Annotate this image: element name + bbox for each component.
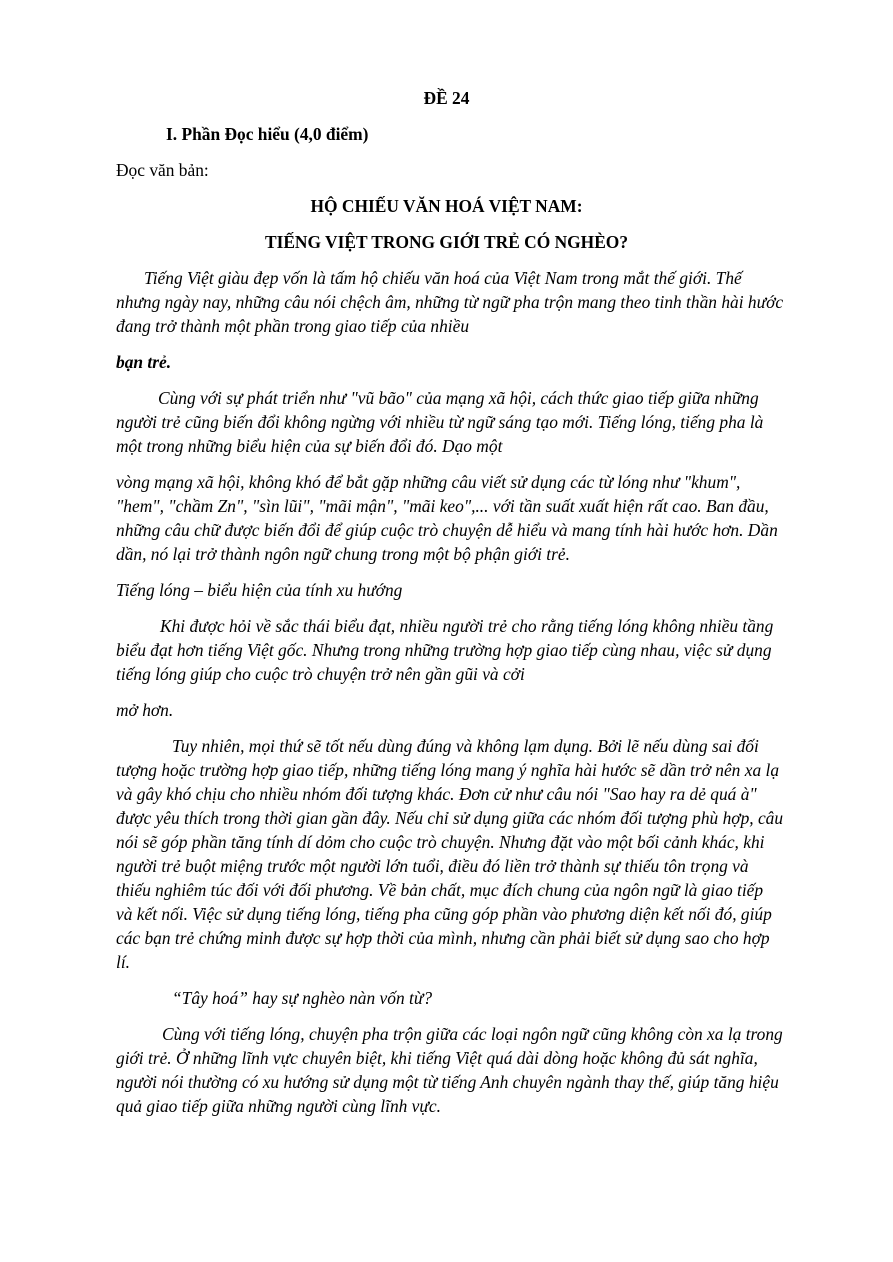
paragraph-line: các bạn trẻ chứng minh được sự hợp thời của mình, nhưng cần phải biết sử dụng sao cho hợp [116, 928, 770, 948]
subheading-westernization: “Tây hoá” hay sự nghèo nàn vốn từ? [172, 988, 433, 1008]
paragraph-line: và gây khó chịu cho nhiều nhóm đối tượng khác. Đơn cử như câu nói "Sao hay ra dẻ quá à" [116, 784, 757, 804]
article-title-line-2: TIẾNG VIỆT TRONG GIỚI TRẺ CÓ NGHÈO? [264, 232, 629, 252]
paragraph-line: biểu đạt hơn tiếng Việt gốc. Nhưng trong những trường hợp giao tiếp cùng nhau, việc sử dụng [116, 640, 772, 660]
paragraph-line: "hem", "chầm Zn", "sìn lũi", "mãi mận", "mãi keo",... với tần suất xuất hiện rất cao. Ban đầu, [116, 496, 769, 516]
paragraph-line: tượng hoặc trường hợp giao tiếp, những tiếng lóng mang ý nghĩa hài hước sẽ dần trở nên xa lạ [116, 760, 780, 780]
paragraph-line: Tuy nhiên, mọi thứ sẽ tốt nếu dùng đúng và không lạm dụng. Bởi lẽ nếu dùng sai đối [172, 736, 759, 756]
paragraph-line: người nói thường có xu hướng sử dụng một từ tiếng Anh chuyên ngành thay thế, giúp tăng hiệu [116, 1072, 779, 1092]
paragraph-line: những câu chữ được biến đổi để giúp cuộc trò chuyện dễ hiểu và mang tính hài hước hơn. Dần [116, 520, 778, 540]
paragraph-line: đang trở thành một phần trong giao tiếp của nhiều [116, 316, 470, 336]
paragraph-line: Tiếng Việt giàu đẹp vốn là tấm hộ chiếu văn hoá của Việt Nam trong mắt thế giới. Thế [144, 268, 742, 288]
paragraph-line: người trẻ cũng biến đổi không ngừng với nhiều từ ngữ sáng tạo mới. Tiếng lóng, tiếng pha là [116, 412, 764, 432]
paragraph-line: nhưng ngày nay, những câu nói chệch âm, những từ ngữ pha trộn mang theo tinh thần hài hước [116, 292, 784, 312]
section-heading: I. Phần Đọc hiểu (4,0 điểm) [166, 124, 369, 144]
paragraph-line: người trẻ buột miệng trước một người lớn tuổi, điều đó liền trở thành sự thiếu tôn trọng và [116, 856, 749, 876]
paragraph-line: mở hơn. [116, 700, 174, 720]
article-title-line-1: HỘ CHIẾU VĂN HOÁ VIỆT NAM: [310, 196, 583, 216]
paragraph-line: và kết nối. Việc sử dụng tiếng lóng, tiếng pha cũng góp phần vào phương diện kết nối đó, giúp [116, 904, 772, 924]
exam-title: ĐỀ 24 [423, 88, 470, 108]
paragraph-line: một trong những biểu hiện của sự biến đổi đó. Dạo một [116, 436, 503, 456]
paragraph-line: giới trẻ. Ở những lĩnh vực chuyên biệt, khi tiếng Việt quá dài dòng hoặc không đủ sát nghĩa, [116, 1048, 758, 1068]
paragraph-line: Khi được hỏi về sắc thái biểu đạt, nhiều người trẻ cho rằng tiếng lóng không nhiều tầng [160, 616, 774, 636]
paragraph-line: vòng mạng xã hội, không khó để bắt gặp những câu viết sử dụng các từ lóng như "khum", [116, 472, 741, 492]
paragraph-line: nói sẽ góp phần tăng tính dí dỏm cho cuộc trò chuyện. Nhưng đặt vào một bối cảnh khác, khi [116, 832, 765, 852]
paragraph-line: thiếu nghiêm túc đối với đối phương. Về bản chất, mục đích chung của ngôn ngữ là giao tiếp [116, 880, 764, 900]
subheading-slang-trend: Tiếng lóng – biểu hiện của tính xu hướng [116, 580, 403, 600]
paragraph-line: Cùng với tiếng lóng, chuyện pha trộn giữa các loại ngôn ngữ cũng không còn xa lạ trong [162, 1024, 783, 1044]
paragraph-line: bạn trẻ. [116, 352, 172, 372]
paragraph-line: Cùng với sự phát triển như "vũ bão" của mạng xã hội, cách thức giao tiếp giữa những [158, 388, 759, 408]
paragraph-line: tiếng lóng giúp cho cuộc trò chuyện trở nên gần gũi và cởi [116, 664, 525, 684]
paragraph-line: quả giao tiếp giữa những người cùng lĩnh vực. [116, 1096, 441, 1116]
paragraph-line: dần, nó lại trở thành ngôn ngữ chung trong một bộ phận giới trẻ. [116, 544, 570, 564]
paragraph-line: lí. [116, 952, 131, 972]
paragraph-line: được yêu thích trong thời gian gần đây. Nếu chỉ sử dụng giữa các nhóm đối tượng phù hợp, câu [116, 808, 784, 828]
instruction-text: Đọc văn bản: [116, 160, 209, 180]
